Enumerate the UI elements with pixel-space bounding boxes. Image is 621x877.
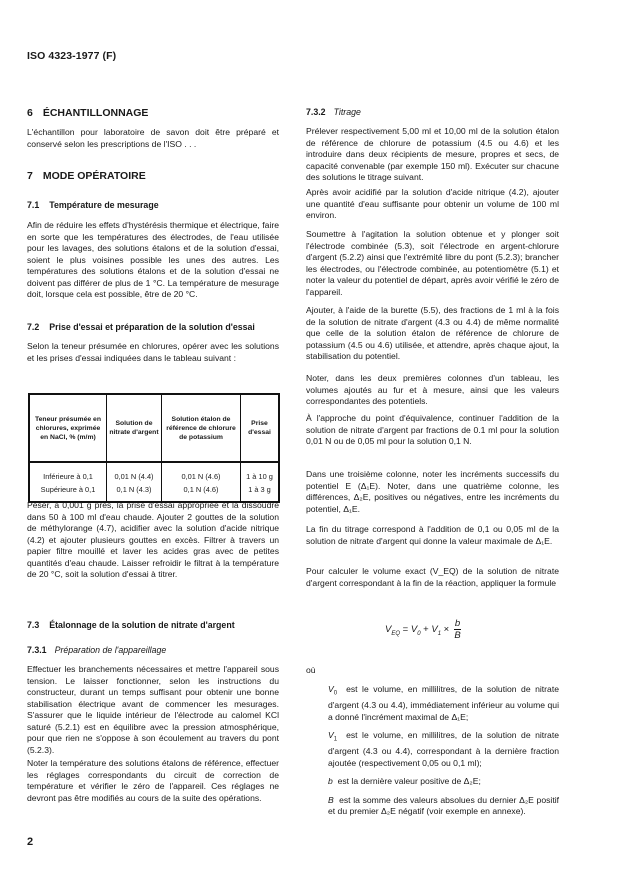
section-7-heading: 7 MODE OPÉRATOIRE <box>27 170 146 182</box>
titrage-paragraph-9: Pour calculer le volume exact (V_EQ) de la solution de nitrate d'argent correspondant à la fin de la réaction, appliquer la formule <box>306 566 559 588</box>
titrage-paragraph-8: La fin du titrage correspond à l'addition de 0,1 ou 0,05 ml de la solution de nitrate d'argent qui donne la valeur maximale de Δ₁E. <box>306 524 559 546</box>
section-7-3-heading: 7.3 Étalonnage de la solution de nitrate d'argent <box>27 620 235 630</box>
variable-definitions <box>328 684 559 825</box>
table-header-silver-nitrate: Solution de nitrate d'argent <box>107 394 162 462</box>
definition-b: b est la dernière valeur positive de Δ₂E; <box>328 776 481 787</box>
titrage-paragraph-2: Après avoir acidifié par la solution d'acide nitrique (4.2), ajouter une quantité d'eau suffisante pour obtenir un volume de 100 ml environ. <box>306 187 559 220</box>
section-7-2-heading: 7.2 Prise d'essai et préparation de la solution d'essai <box>27 322 255 332</box>
page-number: 2 <box>27 836 34 848</box>
section-7-2-text: Selon la teneur présumée en chlorures, opérer avec les solutions et les prises d'essai indiquées dans le tableau suivant : <box>27 341 279 363</box>
section-7-3-1-text-1: Effectuer les branchements nécessaires et mettre l'appareil sous tension. Le laisser fonctionner, selon les instructions du constructeur, durant un temps suffisant pour obtenir une bonne stabilisation électrique avant de commencer les mesurages. S'assurer que le liquide intérieur de l'électrode au calomel KCl saturé (5.2.1) est en équilibre avec la pression atmosphérique, pour que rien ne s'oppose à son écoulement au travers du pont (5.2.3). <box>27 664 279 755</box>
titrage-paragraph-3: Soumettre à l'agitation la solution obtenue et y plonger soit l'électrode combinée (5.3), soit l'électrode en argent-chlorure d'argent (5.2.2) ainsi que l'extrémité libre du pont (5.2.3); brancher les électrodes, ou l'électrode combinée, au potentiomètre (5.1) et noter la valeur du potentiel de départ, après avoir vérifié le zéro de l'appareil. <box>306 229 559 297</box>
section-6-heading: 6 ÉCHANTILLONNAGE <box>27 107 149 119</box>
section-7-1-text: Afin de réduire les effets d'hystérésis thermique et électrique, faire en sorte que les températures des électrodes, de l'eau utilisée pour les lavages, des solutions étalons et de la solution d'essai, soient le plus voisines possible les unes des autres. Les températures des solutions étalons et de la solution d'essai ne doivent pas différer de plus de 1 °C. La température de mesurage doit, lorsque cela est possible, être de 20 °C. <box>27 220 279 299</box>
section-7-3-2-heading: 7.3.2 Titrage <box>306 107 361 117</box>
test-portion-table <box>28 393 280 503</box>
titrage-paragraph-6: À l'approche du point d'équivalence, continuer l'addition de la solution de nitrate d'argent par fractions de 0.1 ml pour la solution 0,01 N ou de 0,05 ml pour la solution 0,1 N. <box>306 413 559 446</box>
definition-v1: $V_1$ est le volume, en millilitres, de la solution de nitrate d'argent (4.3 ou 4.4), correspondant à la dernière fraction ajoutée (respectivement 0,05 ou 0,1 ml); <box>328 730 559 768</box>
formula-fraction: $\frac{b}{B}$ <box>454 618 461 641</box>
definition-B: B est la somme des valeurs absolues du dernier Δ₂E positif et du premier Δ₂E négatif (voir exemple en annexe). <box>328 794 560 817</box>
titrage-paragraph-7: Dans une troisième colonne, noter les incréments successifs du potentiel E (Δ₁E). Noter, dans une quatrième colonne, les différences, Δ₂E, positives ou négatives, entre les incréments du potentiel, Δ₁E. <box>306 469 559 514</box>
table-header-test-portion: Prise d'essai <box>241 394 280 462</box>
table-header-row <box>29 394 279 462</box>
titrage-paragraph-4: Ajouter, à l'aide de la burette (5.5), des fractions de 1 ml à la fois de la solution de nitrate d'argent (4.3 ou 4.4) de même normalité que celle de la solution étalon de référence de chlorure de potassium (4.5 ou 4.6) utilisée, et attendre, après chaque ajout, la stabilisation du potentiel. <box>306 305 559 361</box>
table-header-kcl-reference: Solution étalon de référence de chlorure de potassium <box>162 394 241 462</box>
table-row: Inférieure à 0,1 0,01 N (4.4) 0,01 N (4.6) 1 à 10 g <box>29 462 279 483</box>
table-header-chloride-content: Teneur présumée en chlorures, exprimée en NaCl, % (m/m) <box>29 394 107 462</box>
section-7-1-heading: 7.1 Température de mesurage <box>27 200 159 210</box>
definition-v0: $V_0$ est le volume, en millilitres, de la solution de nitrate d'argent (4.3 ou 4.4), immédiatement inférieur au volume qui a donné l'incrément maximal de Δ₁E; <box>328 684 559 722</box>
titrage-paragraph-1: Prélever respectivement 5,00 ml et 10,00 ml de la solution étalon de référence de chlorure de potassium (4.5 ou 4.6) et les introduire dans deux récipients de mesure, propres et secs, de capacité convenable (par exemple 150 ml). Exécuter sur chacune des solutions le titrage suivant. <box>306 126 559 182</box>
vEQ-formula: $V_{EQ} = V_0 + V_1$ × $\frac{b}{B}$ <box>385 618 461 641</box>
section-7-3-1-heading: 7.3.1 Préparation de l'appareillage <box>27 645 167 655</box>
section-7-2-after-table-text: Peser, à 0,001 g près, la prise d'essai appropriée et la dissoudre dans 50 à 100 ml d'eau chaude. Ajouter 2 gouttes de la solution de méthylorange (4.7), acidifier avec la solution d'acide nitrique (4.2) et ajouter plusieurs gouttes en excès. Filtrer à travers un papier filtre mouillé et laver les acides gras avec de petites quantités d'eau chaude. Laisser refroidir le filtrat à la température de 20 °C, soit la solution d'essai à titrer. <box>27 500 279 579</box>
section-6-text: L'échantillon pour laboratoire de savon doit être préparé et conservé selon les prescriptions de l'ISO . . . <box>27 127 279 149</box>
where-label: où <box>306 665 316 675</box>
table-row: Supérieure à 0,1 0,1 N (4.3) 0,1 N (4.6) 1 à 3 g <box>29 483 279 502</box>
section-7-3-1-text-2: Noter la température des solutions étalons de référence, effectuer les réglages correspondants du circuit de correction de température et vérifier le zéro de l'appareil. Ces réglages ne devront pas être modifiés au cours de la suite des opérations. <box>27 758 279 803</box>
titrage-paragraph-5: Noter, dans les deux premières colonnes d'un tableau, les volumes ajoutés au fur et à mesure, ainsi que les valeurs correspondantes des potentiels. <box>306 373 559 406</box>
document-id-header: ISO 4323-1977 (F) <box>27 50 117 62</box>
